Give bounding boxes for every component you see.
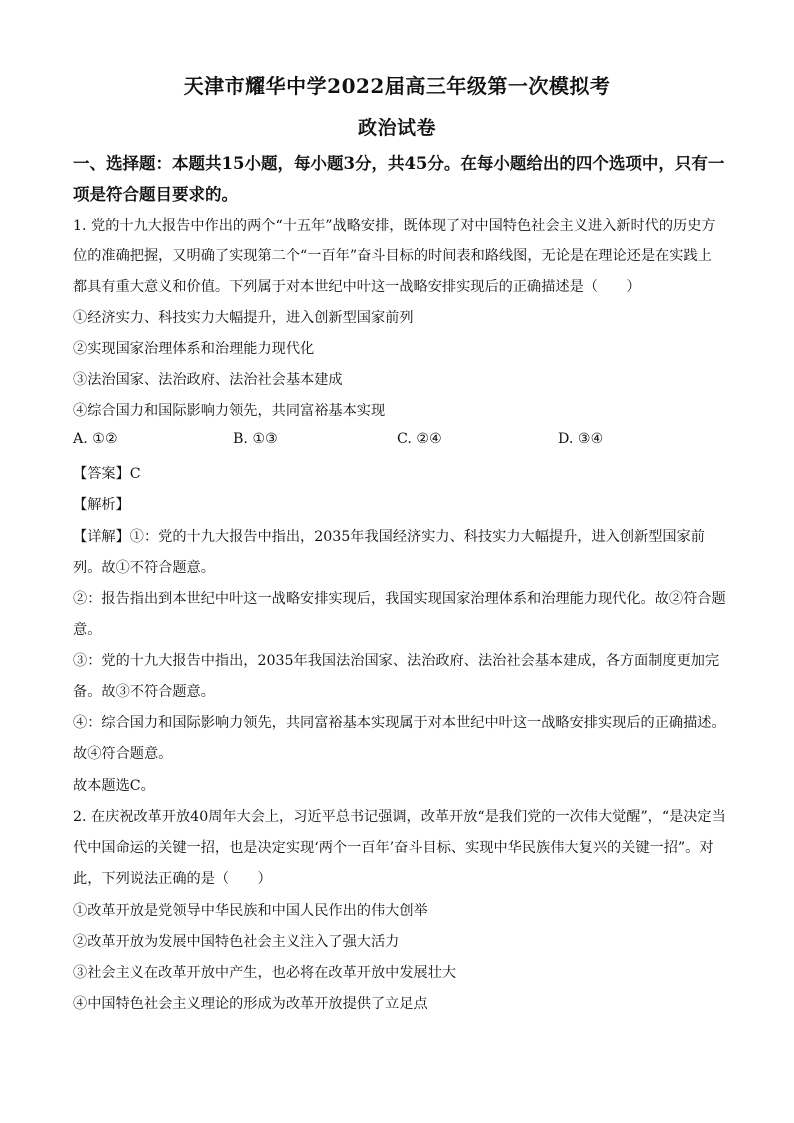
q2-stem-line3: 此，下列说法正确的是（ ） <box>73 871 272 887</box>
q2-item-2: ②改革开放为发展中国特色社会主义注入了强大活力 <box>73 934 400 950</box>
q1-detail-line6: 备。故③不符合题意。 <box>73 684 215 700</box>
q1-item-3: ③法治国家、法治政府、法治社会基本建成 <box>73 372 343 388</box>
q1-detail-line9: 故本题选C。 <box>73 778 155 794</box>
section-heading-line1: 一、选择题：本题共15小题，每小题3分，共45分。在每小题给出的四个选项中，只有一 <box>73 154 725 173</box>
q1-stem-line3: 都具有重大意义和价值。下列属于对本世纪中叶这一战略安排实现后的正确描述是（ ） <box>73 279 641 295</box>
q1-detail-line3: ②：报告指出到本世纪中叶这一战略安排实现后，我国实现国家治理体系和治理能力现代化。故②符合题 <box>73 591 726 607</box>
page-subtitle: 政治试卷 <box>357 117 436 139</box>
q1-item-4: ④综合国力和国际影响力领先，共同富裕基本实现 <box>73 403 386 419</box>
q1-detail-line2: 列。故①不符合题意。 <box>73 560 215 576</box>
q1-option-a: A. ①② <box>73 431 118 447</box>
page-title: 天津市耀华中学2022届高三年级第一次模拟考 <box>183 74 611 98</box>
q1-detail-line8: 故④符合题意。 <box>73 746 173 762</box>
q2-item-1: ①改革开放是党领导中华民族和中国人民作出的伟大创举 <box>73 903 428 919</box>
q1-detail-line4: 意。 <box>73 622 102 638</box>
q1-option-d: D. ③④ <box>558 431 604 447</box>
q1-detail-line5: ③：党的十九大报告中指出，2035年我国法治国家、法治政府、法治社会基本建成，各方面制度更加完 <box>73 653 720 669</box>
q1-stem-line2: 位的准确把握，又明确了实现第二个“一百年”奋斗目标的时间表和路线图，无论是在理论还是在实践上 <box>73 248 712 264</box>
q1-detail-line1: 【详解】①：党的十九大报告中指出，2035年我国经济实力、科技实力大幅提升，进入创新型国家前 <box>73 529 705 545</box>
q1-item-2: ②实现国家治理体系和治理能力现代化 <box>73 341 315 357</box>
q2-stem-line1: 2. 在庆祝改革开放40周年大会上，习近平总书记强调，改革开放“是我们党的一次伟大觉醒”，“是决定当 <box>73 809 726 825</box>
q1-stem-line1: 1. 党的十九大报告中作出的两个“十五年”战略安排，既体现了对中国特色社会主义进入新时代的历史方 <box>73 218 716 234</box>
q1-analysis-label: 【解析】 <box>73 497 130 513</box>
q2-stem-line2: 代中国命运的关键一招，也是决定实现‘两个一百年’奋斗目标、实现中华民族伟大复兴的关键一招”。对 <box>73 840 714 856</box>
q1-detail-line7: ④：综合国力和国际影响力领先，共同富裕基本实现属于对本世纪中叶这一战略安排实现后的正确描述。 <box>73 715 726 731</box>
q1-answer: 【答案】C <box>73 466 141 482</box>
q1-option-b: B. ①③ <box>233 431 278 447</box>
q1-option-c: C. ②④ <box>397 431 442 447</box>
section-heading-line2: 项是符合题目要求的。 <box>73 185 238 204</box>
q2-item-3: ③社会主义在改革开放中产生，也必将在改革开放中发展壮大 <box>73 965 457 981</box>
q2-item-4: ④中国特色社会主义理论的形成为改革开放提供了立足点 <box>73 996 428 1012</box>
q1-item-1: ①经济实力、科技实力大幅提升，进入创新型国家前列 <box>73 310 414 326</box>
